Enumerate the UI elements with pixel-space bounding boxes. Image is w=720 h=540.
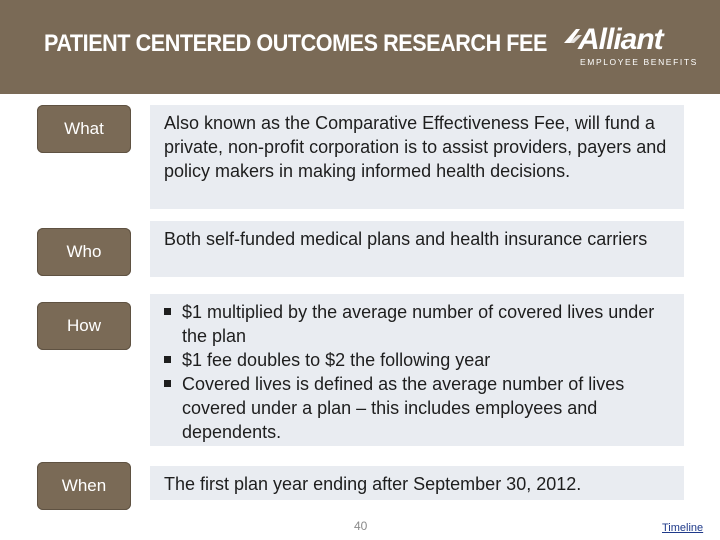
content-how [150,294,684,446]
label-who: Who [37,228,131,276]
label-what: What [37,105,131,153]
label-when: When [37,462,131,510]
logo-name: Alliant [578,23,663,56]
logo-subtitle: EMPLOYEE BENEFITS [580,57,698,67]
bullet-icon [164,380,171,387]
bullet-icon [164,308,171,315]
content-what: Also known as the Comparative Effectiveness Fee, will fund a private, non-profit corporation is to assist providers, payers and policy makers in making informed health decisions. [150,105,684,209]
label-how: How [37,302,131,350]
list-item [164,372,676,444]
content-who: Both self-funded medical plans and health insurance carriers [150,221,684,277]
list-item [164,348,676,372]
page-title: PATIENT CENTERED OUTCOMES RESEARCH FEE [44,30,547,57]
page-number: 40 [354,519,368,533]
list-item [164,300,676,348]
how-bullet-text: $1 multiplied by the average number of covered lives under the plan [182,302,655,346]
how-bullet-text: $1 fee doubles to $2 the following year [182,350,491,370]
timeline-link[interactable]: Timeline [662,522,704,534]
alliant-logo [562,22,698,72]
how-bullet-list [164,300,676,444]
bullet-icon [164,356,171,363]
header-bar [0,0,720,94]
how-bullet-text: Covered lives is defined as the average number of lives covered under a plan – this includes employees and dependents. [182,374,625,442]
content-when: The first plan year ending after September 30, 2012. [150,466,684,500]
